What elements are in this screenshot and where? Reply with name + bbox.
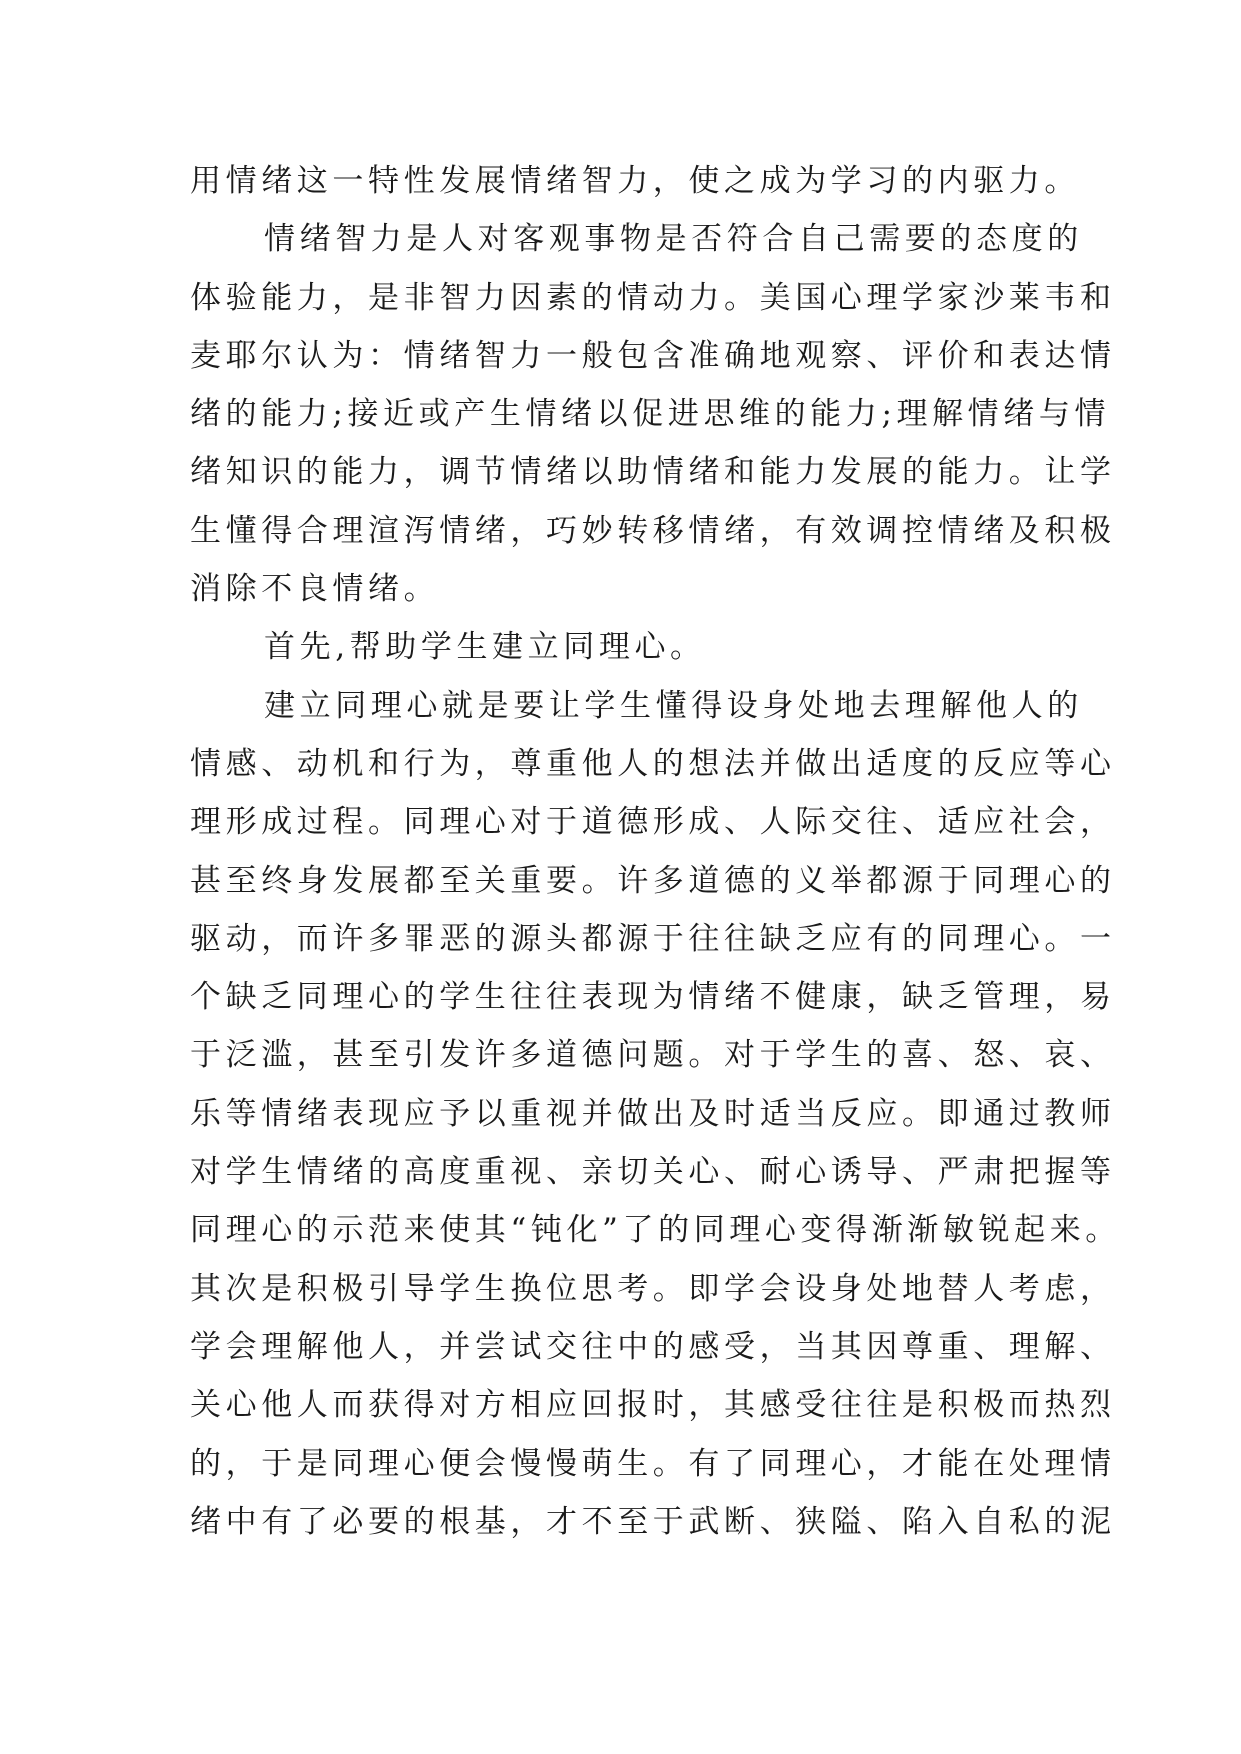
text-line: 麦耶尔认为：情绪智力一般包含准确地观察、评价和表达情 [190, 337, 1116, 374]
text-line: 同理心的示范来使其“钝化”了的同理心变得渐渐敏锐起来。 [190, 1212, 1121, 1249]
text-line: 个缺乏同理心的学生往往表现为情绪不健康，缺乏管理，易 [190, 979, 1116, 1016]
text-line: 对学生情绪的高度重视、亲切关心、耐心诱导、严肃把握等 [190, 1154, 1116, 1191]
text-line: 其次是积极引导学生换位思考。即学会设身处地替人考虑， [190, 1270, 1116, 1307]
text-line: 生懂得合理渲泻情绪，巧妙转移情绪，有效调控情绪及积极 [190, 512, 1116, 549]
section-heading: 首先,帮助学生建立同理心。 [264, 629, 706, 666]
text-line: 情感、动机和行为，尊重他人的想法并做出适度的反应等心 [190, 745, 1116, 782]
text-line: 绪中有了必要的根基，才不至于武断、狭隘、陷入自私的泥 [190, 1503, 1116, 1540]
text-line: 乐等情绪表现应予以重视并做出及时适当反应。即通过教师 [190, 1095, 1116, 1132]
text-line: 的，于是同理心便会慢慢萌生。有了同理心，才能在处理情 [190, 1445, 1116, 1482]
text-line: 体验能力，是非智力因素的情动力。美国心理学家沙莱韦和 [190, 279, 1116, 316]
text-line: 理形成过程。同理心对于道德形成、人际交往、适应社会， [190, 804, 1116, 841]
text-line: 学会理解他人，并尝试交往中的感受，当其因尊重、理解、 [190, 1328, 1116, 1365]
text-line: 于泛滥，甚至引发许多道德问题。对于学生的喜、怒、哀、 [190, 1037, 1116, 1074]
text-line: 绪的能力;接近或产生情绪以促进思维的能力;理解情绪与情 [190, 396, 1111, 433]
text-line: 关心他人而获得对方相应回报时，其感受往往是积极而热烈 [190, 1387, 1116, 1424]
paragraph-first-line: 情绪智力是人对客观事物是否符合自己需要的态度的 [264, 221, 1083, 258]
text-line: 消除不良情绪。 [190, 571, 440, 608]
text-line: 驱动，而许多罪恶的源头都源于往往缺乏应有的同理心。一 [190, 920, 1116, 957]
text-line: 绪知识的能力，调节情绪以助情绪和能力发展的能力。让学 [190, 454, 1116, 491]
body-text [190, 152, 1121, 1551]
text-line: 甚至终身发展都至关重要。许多道德的义举都源于同理心的 [190, 862, 1116, 899]
text-line: 用情绪这一特性发展情绪智力，使之成为学习的内驱力。 [190, 163, 1080, 199]
paragraph-first-line: 建立同理心就是要让学生懂得设身处地去理解他人的 [264, 687, 1083, 724]
